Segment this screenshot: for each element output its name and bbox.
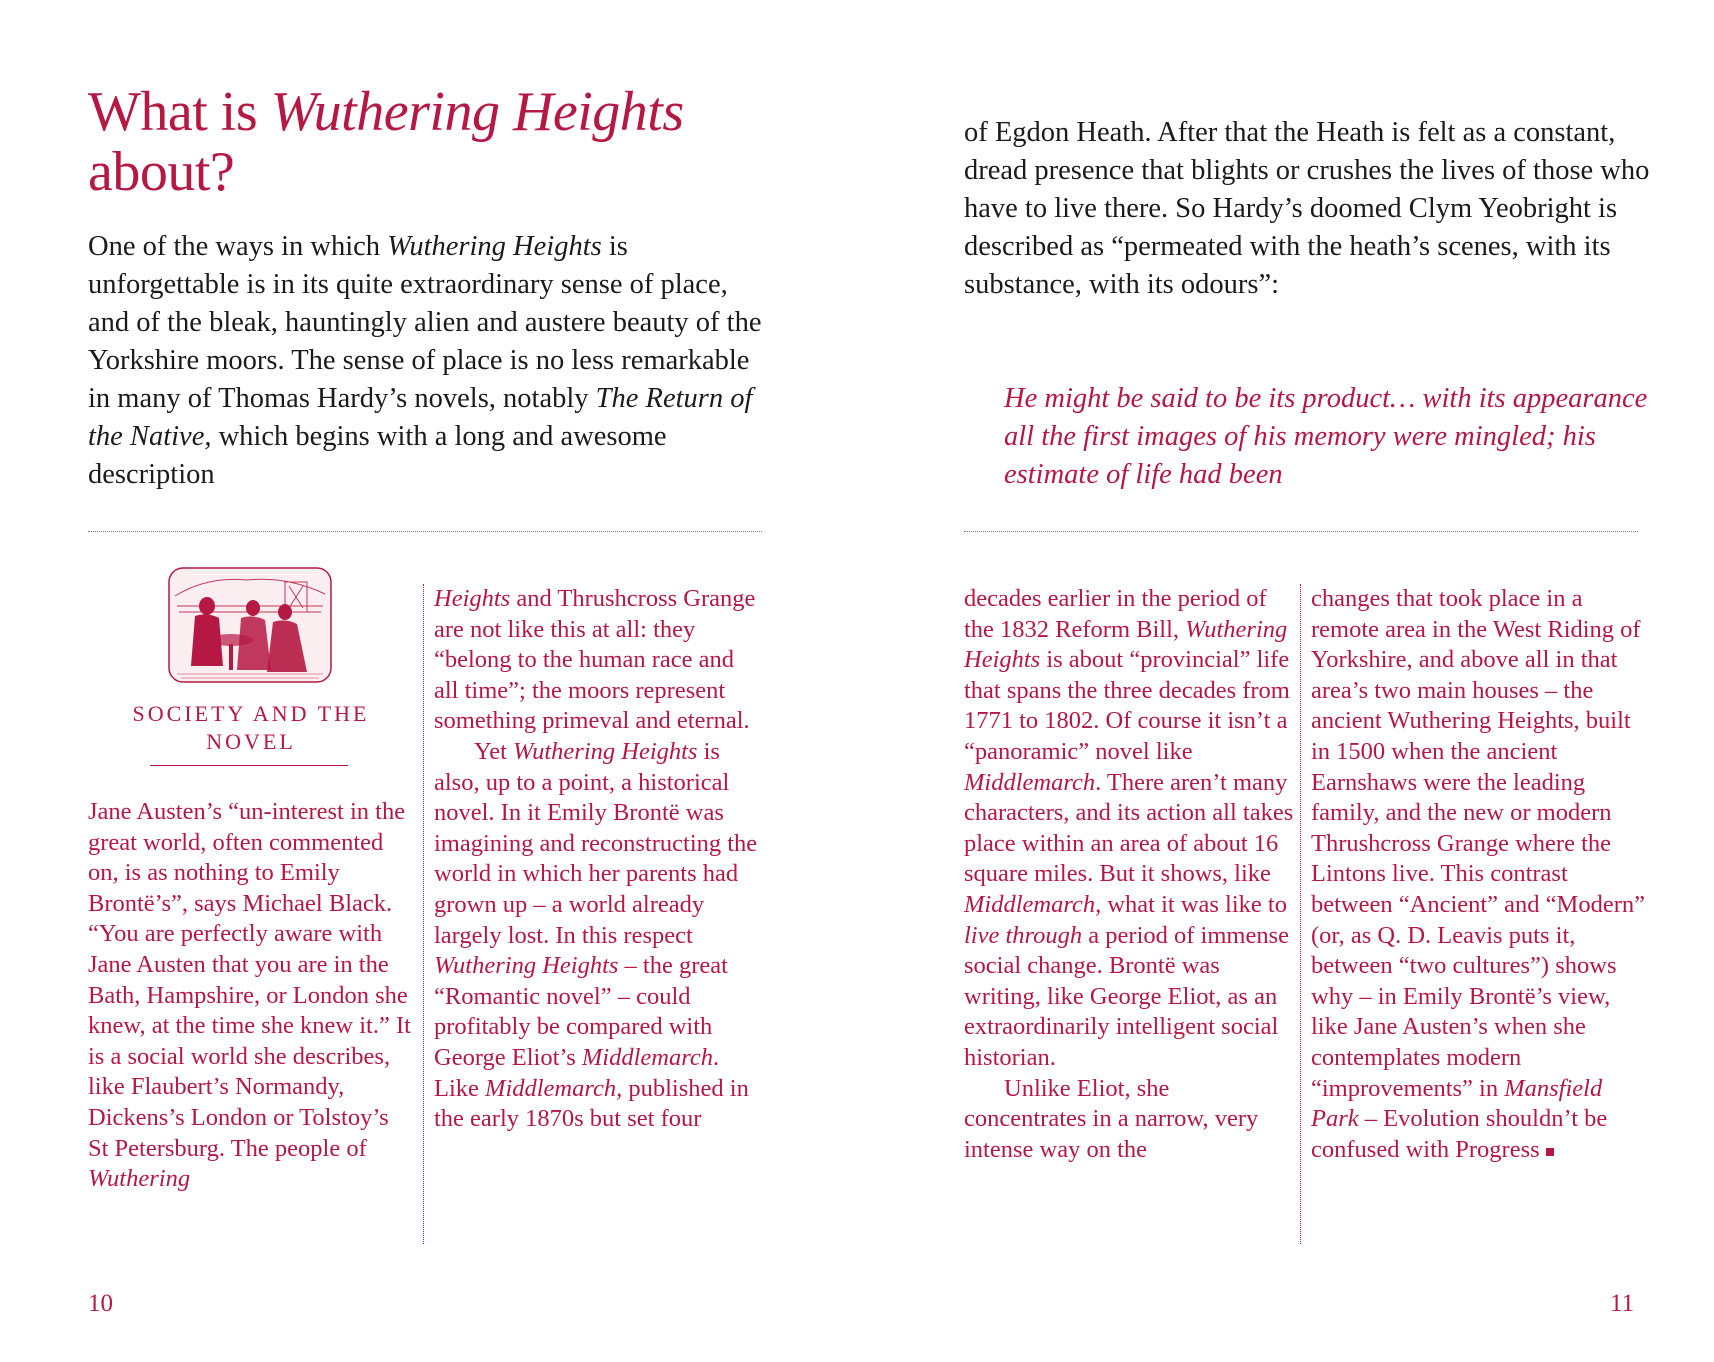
paragraph: Yet Wuthering Heights is also, up to a point, a historical novel. In it Emily Brontë was imagining and reconstructing the world in which her parents had grown up – a world already largely lost. In this respect Wuthering Heights – the great “Romantic novel” – could profitably be compared with George Eliot’s Middlemarch. Like Middlemarch, published in the early 1870s but set four (434, 737, 758, 1133)
paragraph: of Egdon Heath. After that the Heath is felt as a constant, dread presence that blights or crushes the lives of those who have to live there. So Hardy’s doomed Clym Yeobright is described as “permeated with the heath’s scenes, with its substance, with its odours”: (964, 117, 1650, 300)
right-divider (964, 531, 1638, 532)
block-quote: He might be said to be its product… with its appearance all the first images of his memory were mingled; his estimate of life had been (1004, 383, 1648, 490)
sidebar-column-text (88, 797, 414, 1195)
sidebar-heading: SOCIETY AND THE NOVEL (132, 701, 370, 754)
left-column-2-text (434, 584, 762, 1135)
right-column-2-text (1311, 584, 1645, 1165)
end-of-article-square-icon (1546, 1148, 1554, 1156)
page-number-right: 11 (1610, 1290, 1635, 1317)
paragraph: One of the ways in which Wuthering Heights is unforgettable is in its quite extraordinary sense of place, and of the bleak, hauntingly alien and austere beauty of the Yorkshire moors. The sense of place is no less remarkable in many of Thomas Hardy’s novels, notably The Return of the Native, which begins with a long and awesome description (88, 231, 762, 490)
sidebar-heading-underline (150, 765, 348, 766)
left-divider (88, 531, 762, 532)
page-title (88, 82, 788, 202)
column-divider-right (1300, 584, 1301, 1244)
title-line2: about? (88, 141, 235, 203)
victorian-engraving-illustration (167, 566, 333, 684)
right-column-1-text (964, 584, 1294, 1165)
title-italic: Wuthering Heights (270, 81, 684, 143)
paragraph: decades earlier in the period of the 1832 Reform Bill, Wuthering Heights is about “provincial” life that spans the three decades from 1771 to 1802. Of course it isn’t a “panoramic” novel like Middlemarch. There aren’t many characters, and its action all takes place within an area of about 16 square miles. But it shows, like Middlemarch, what it was like to live through a period of immense social change. Brontë was writing, like George Eliot, as an extraordinarily intelligent social historian. (964, 585, 1294, 1071)
paragraph: Unlike Eliot, she concentrates in a narrow, very intense way on the (964, 1074, 1259, 1163)
paragraph: Heights and Thrushcross Grange are not like this at all: they “belong to the human race and all time”; the moors represent something primeval and eternal. (434, 585, 756, 735)
title-prefix: What is (88, 81, 271, 143)
right-intro-text (964, 114, 1664, 304)
left-intro-text (88, 228, 768, 494)
column-divider-left (423, 584, 424, 1244)
paragraph: Jane Austen’s “un-interest in the great world, often commented on, is as nothing to Emily Brontë’s”, says Michael Black. “You are perfectly aware with Jane Austen that you are in the Bath, Hampshire, or London she knew, at the time she knew it.” It is a social world she describes, like Flaubert’s Normandy, Dickens’s London or Tolstoy’s St Petersburg. The people of Wuthering (88, 798, 411, 1193)
paragraph: changes that took place in a remote area in the West Riding of Yorkshire, and above all in that area’s two main houses – the ancient Wuthering Heights, built in 1500 when the ancient Earnshaws were the leading family, and the new or modern Thrushcross Grange where the Lintons live. This contrast between “Ancient” and “Modern” (or, as Q. D. Leavis puts it, between “two cultures”) shows why – in Emily Brontë’s view, like Jane Austen’s when she contemplates modern “improvements” in Mansfield Park – Evolution shouldn’t be confused with Progress (1311, 585, 1645, 1163)
page-number-left: 10 (88, 1290, 113, 1317)
